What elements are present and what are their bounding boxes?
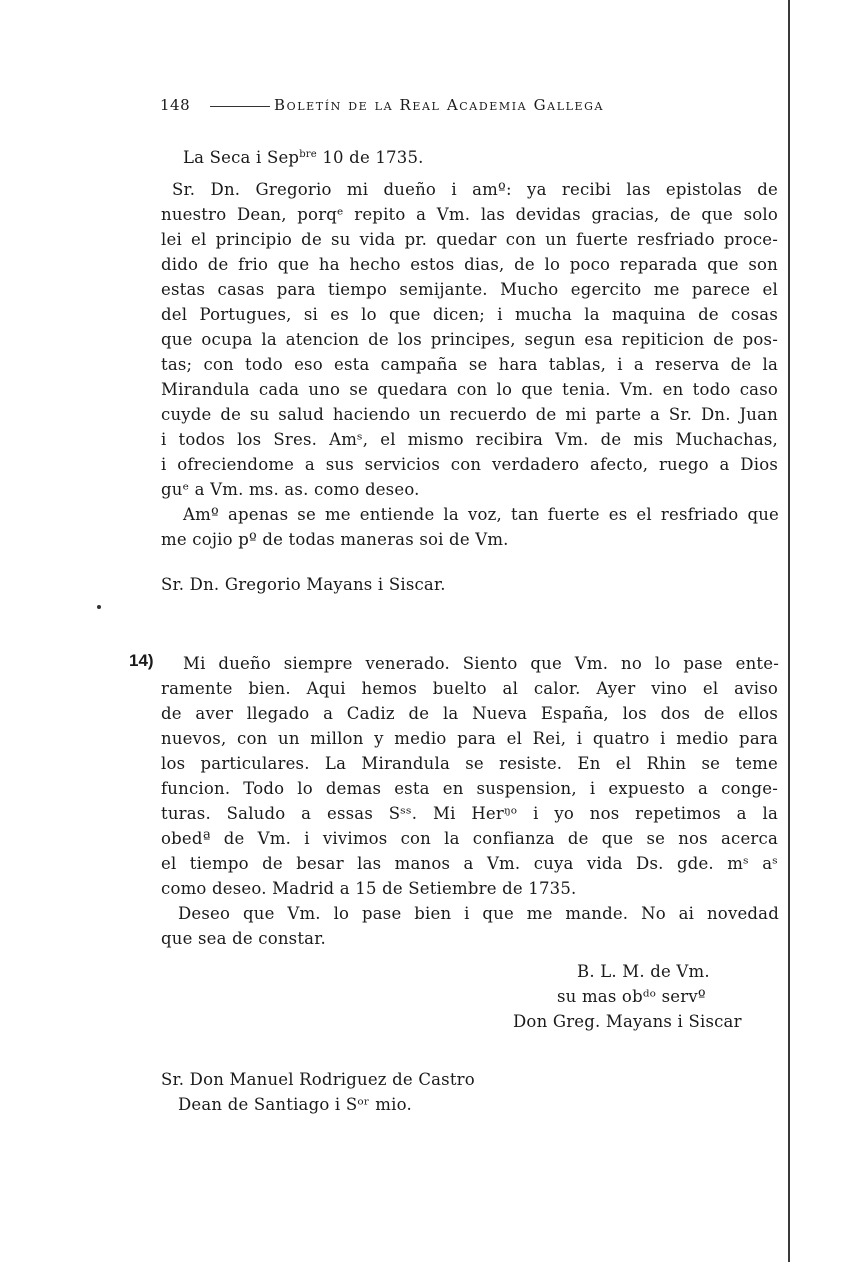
letter14-line-2: ramente bien. Aqui hemos buelto al calor. Ayer vino el aviso (161, 679, 778, 698)
closing-formula: B. L. M. de Vm. (577, 962, 710, 981)
letter14-postscript-2: que sea de constar. (161, 929, 326, 948)
letter14-line-3: de aver llegado a Cadiz de la Nueva España, los dos de ellos (161, 704, 778, 723)
letter13-line-5: estas casas para tiempo semijante. Mucho egercito me parece el (161, 280, 778, 299)
letter13-line-7: que ocupa la atencion de los principes, segun esa repiticion de pos- (161, 330, 778, 349)
letter13-postscript-1: Amº apenas se me entiende la voz, tan fuerte es el resfriado que (183, 505, 779, 524)
closing-servant: su mas obᵈᵒ servº (557, 987, 706, 1006)
letter13-line-2: nuestro Dean, porqᵉ repito a Vm. las devidas gracias, de que solo (161, 205, 778, 224)
letter14-postscript-1: Deseo que Vm. lo pase bien i que me mande. No ai novedad (178, 904, 779, 923)
letter13-line-6: del Portugues, si es lo que dicen; i mucha la maquina de cosas (161, 305, 778, 324)
page-number: 148 (160, 96, 191, 114)
letter13-line-13: guᵉ a Vm. ms. as. como deseo. (161, 480, 420, 499)
letter14-line-1: Mi dueño siempre venerado. Siento que Vm. no lo pase ente- (183, 654, 779, 673)
letter13-line-1: Sr. Dn. Gregorio mi dueño i amº: ya recibi las epistolas de (172, 180, 778, 199)
letter14-addressee-1: Sr. Don Manuel Rodriguez de Castro (161, 1070, 475, 1089)
letter14-line-10: como deseo. Madrid a 15 de Setiembre de 1735. (161, 879, 577, 898)
letter14-line-8: obedª de Vm. i vivimos con la confianza de que se nos acerca (161, 829, 778, 848)
letter-number: 14) (129, 651, 154, 670)
letter14-addressee-2: Dean de Santiago i Sᵒʳ mio. (178, 1095, 412, 1114)
letter14-line-6: funcion. Todo lo demas esta en suspension, i expuesto a conge- (161, 779, 778, 798)
letter14-line-7: turas. Saludo a essas Sˢˢ. Mi Herᵑᵒ i yo nos repetimos a la (161, 804, 778, 823)
letter13-addressee: Sr. Dn. Gregorio Mayans i Siscar. (161, 575, 446, 594)
letter13-line-8: tas; con todo eso esta campaña se hara tablas, i a reserva de la (161, 355, 778, 374)
letter14-line-4: nuevos, con un millon y medio para el Rei, i quatro i medio para (161, 729, 778, 748)
letter14-line-5: los particulares. La Mirandula se resiste. En el Rhin se teme (161, 754, 778, 773)
margin-dot (97, 605, 101, 609)
signature: Don Greg. Mayans i Siscar (513, 1012, 742, 1031)
page-edge-rule (788, 0, 790, 1262)
letter13-line-10: cuyde de su salud haciendo un recuerdo de mi parte a Sr. Dn. Juan (161, 405, 778, 424)
letter14-line-9: el tiempo de besar las manos a Vm. cuya vida Ds. gde. mˢ aˢ (161, 854, 778, 873)
letter13-dateline: La Seca i Sep$^{bre}$ 10 de 1735. (183, 148, 424, 167)
letter13-line-4: dido de frio que ha hecho estos dias, de lo poco reparada que son (161, 255, 778, 274)
letter13-postscript-2: me cojio pº de todas maneras soi de Vm. (161, 530, 509, 549)
letter13-line-12: i ofreciendome a sus servicios con verdadero afecto, ruego a Dios (161, 455, 778, 474)
header-rule-left (210, 106, 270, 107)
letter13-line-3: lei el principio de su vida pr. quedar con un fuerte resfriado proce- (161, 230, 778, 249)
running-header (158, 96, 770, 118)
letter13-line-11: i todos los Sres. Amˢ, el mismo recibira Vm. de mis Muchachas, (161, 430, 778, 449)
journal-title: Boletín de la Real Academia Gallega (274, 96, 605, 114)
letter13-line-9: Mirandula cada uno se quedara con lo que tenia. Vm. en todo caso (161, 380, 778, 399)
